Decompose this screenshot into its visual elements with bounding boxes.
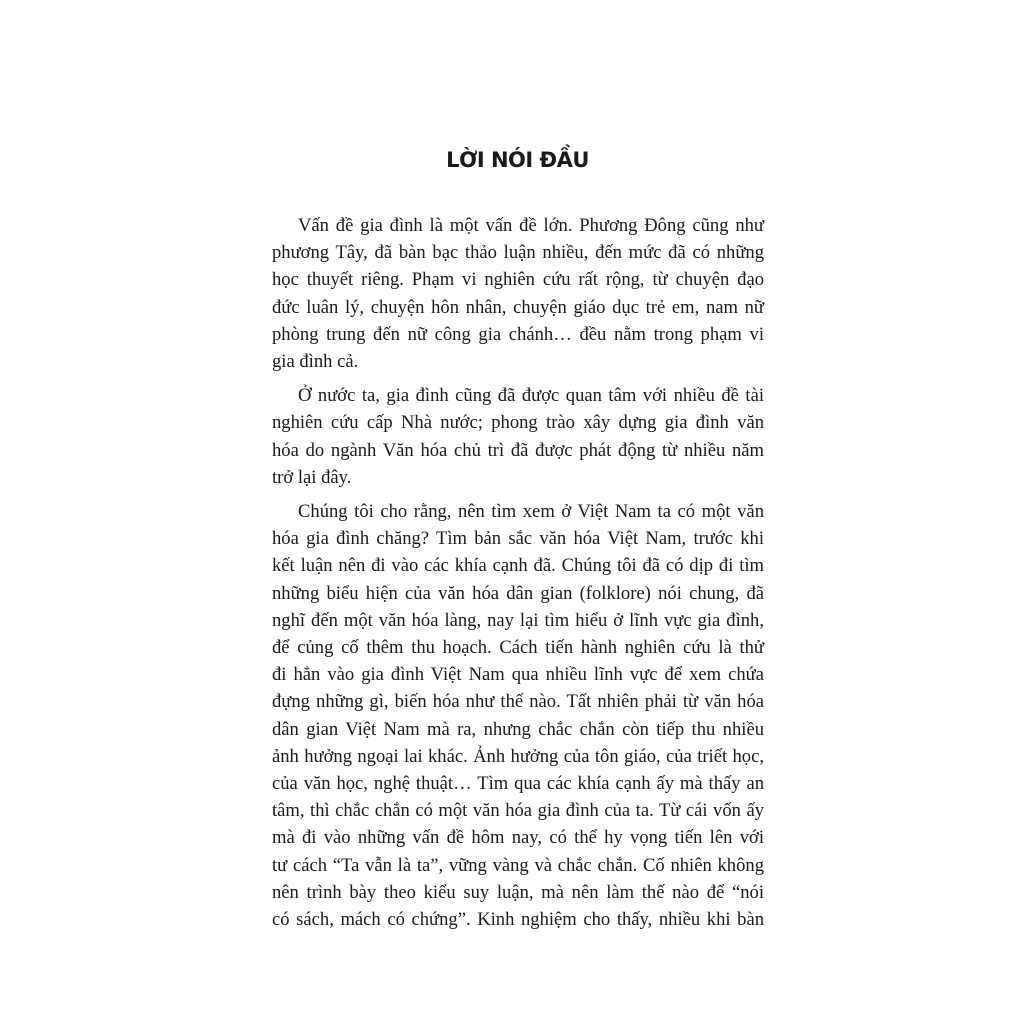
text-line: dân gian Việt Nam mà ra, nhưng chắc chắn còn tiếp thu nhiều: [272, 718, 764, 740]
text-line: của văn học, nghệ thuật… Tìm qua các khía cạnh ấy mà thấy an: [272, 773, 764, 795]
text-line: Ở nước ta, gia đình cũng đã được quan tâm với nhiều đề tài: [298, 385, 764, 407]
text-line: ảnh hưởng ngoại lai khác. Ảnh hưởng của tôn giáo, của triết học,: [272, 745, 764, 767]
body-text: [272, 212, 764, 940]
text-line: trở lại đây.: [272, 466, 352, 488]
text-line: những biểu hiện của văn hóa dân gian (folklore) nói chung, đã: [272, 582, 764, 604]
text-line: Vấn đề gia đình là một vấn đề lớn. Phương Đông cũng như: [298, 215, 764, 236]
paragraph-3: [272, 498, 764, 933]
text-line: hóa do ngành Văn hóa chủ trì đã được phát động từ nhiều năm: [272, 439, 764, 461]
text-line: đi hẳn vào gia đình Việt Nam qua nhiều lĩnh vực để xem chứa: [272, 664, 764, 686]
text-line: đựng những gì, biến hóa như thế nào. Tất nhiên phải từ văn hóa: [272, 691, 764, 713]
text-line: tâm, thì chắc chắn có một văn hóa gia đình của ta. Từ cái vốn ấy: [272, 800, 764, 822]
text-line: kết luận nên đi vào các khía cạnh đã. Chúng tôi đã có dịp đi tìm: [272, 555, 764, 577]
text-line: đức luân lý, chuyện hôn nhân, chuyện giáo dục trẻ em, nam nữ: [272, 296, 764, 318]
text-line: phòng trung đến nữ công gia chánh… đều nằm trong phạm vi: [272, 323, 764, 345]
text-line: nghĩ đến một văn hóa làng, nay lại tìm hiểu ở lĩnh vực gia đình,: [272, 609, 764, 631]
text-line: nghiên cứu cấp Nhà nước; phong trào xây dựng gia đình văn: [272, 412, 764, 434]
text-line: có sách, mách có chứng”. Kinh nghiệm cho thấy, nhiều khi bàn: [272, 909, 764, 931]
text-line: mà đi vào những vấn đề hôm nay, có thể hy vọng tiến lên với: [272, 827, 764, 849]
text-line: hóa gia đình chăng? Tìm bản sắc văn hóa Việt Nam, trước khi: [272, 528, 764, 550]
text-line: để củng cố thêm thu hoạch. Cách tiến hành nghiên cứu là thử: [272, 637, 764, 659]
text-line: nên trình bày theo kiểu suy luận, mà nên làm thế nào để “nói: [272, 881, 764, 903]
paragraph-1: [272, 212, 764, 375]
text-line: phương Tây, đã bàn bạc thảo luận nhiều, đến mức đã có những: [272, 242, 764, 264]
page-title: LỜI NÓI ĐẦU: [446, 148, 589, 172]
paragraph-2: [272, 382, 764, 491]
text-line: Chúng tôi cho rằng, nên tìm xem ở Việt Nam ta có một văn: [298, 501, 764, 523]
text-line: gia đình cả.: [272, 351, 359, 373]
text-line: tư cách “Ta vẫn là ta”, vững vàng và chắc chắn. Cố nhiên không: [272, 854, 764, 876]
text-line: học thuyết riêng. Phạm vi nghiên cứu rất rộng, từ chuyện đạo: [272, 269, 764, 291]
